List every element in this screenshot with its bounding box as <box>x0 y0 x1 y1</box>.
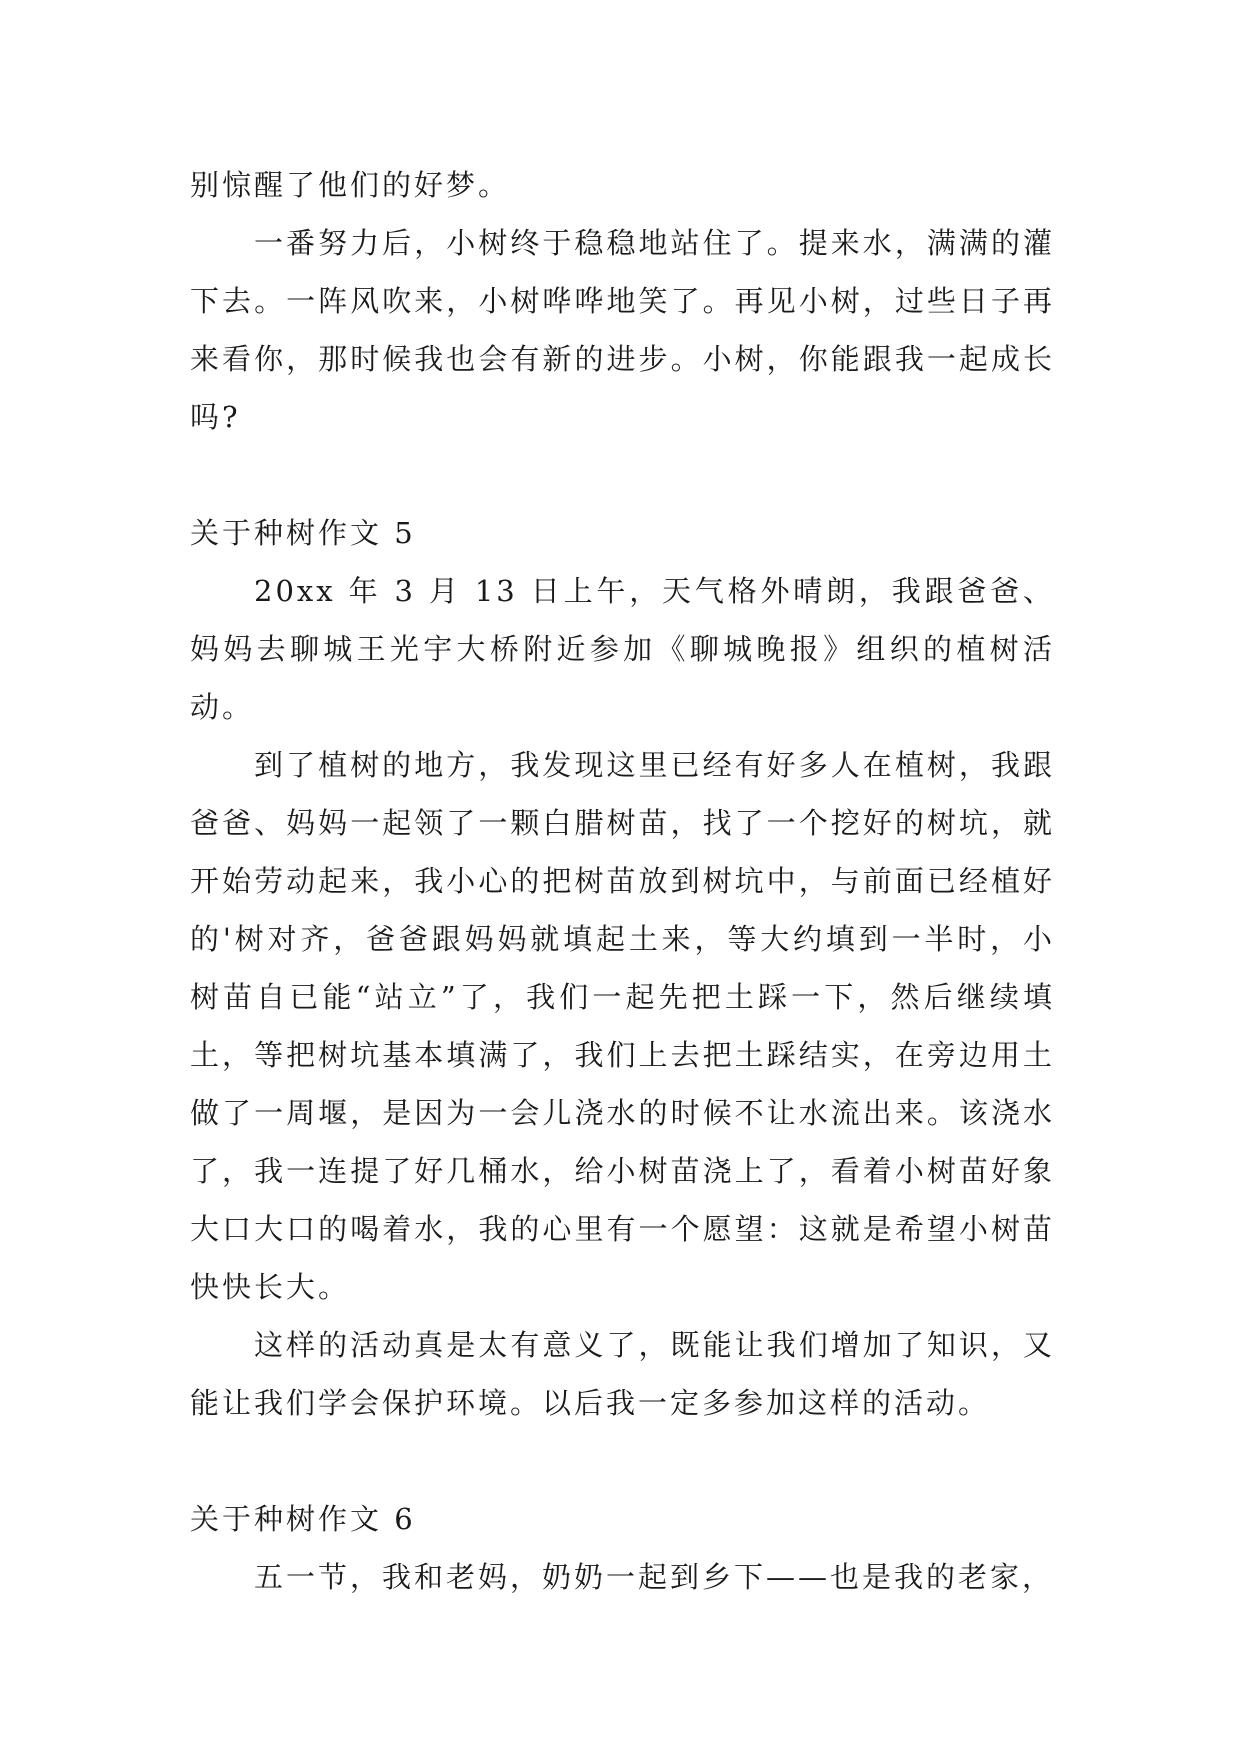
document-body <box>190 156 1055 1606</box>
paragraph: 20xx 年 3 月 13 日上午，天气格外晴朗，我跟爸爸、妈妈去聊城王光宇大桥附近参加《聊城晚报》组织的植树活动。 <box>190 574 1055 724</box>
paragraph: 到了植树的地方，我发现这里已经有好多人在植树，我跟爸爸、妈妈一起领了一颗白腊树苗，找了一个挖好的树坑，就开始劳动起来，我小心的把树苗放到树坑中，与前面已经植好的'树对齐，爸爸跟妈妈就填起土来，等大约填到一半时，小树苗自已能“站立”了，我们一起先把土踩一下，然后继续填土，等把树坑基本填满了，我们上去把土踩结实，在旁边用土做了一周堰，是因为一会儿浇水的时候不让水流出来。该浇水了，我一连提了好几桶水，给小树苗浇上了，看着小树苗好象大口大口的喝着水，我的心里有一个愿望：这就是希望小树苗快快长大。 <box>190 748 1055 1304</box>
paragraph: 一番努力后，小树终于稳稳地站住了。提来水，满满的灌下去。一阵风吹来，小树哗哗地笑了。再见小树，过些日子再来看你，那时候我也会有新的进步。小树，你能跟我一起成长吗? <box>190 226 1055 434</box>
paragraph: 别惊醒了他们的好梦。 <box>190 168 511 202</box>
section-heading: 关于种树作文 6 <box>190 1502 416 1536</box>
section-gap <box>190 1432 1055 1490</box>
paragraph: 五一节，我和老妈，奶奶一起到乡下——也是我的老家， <box>254 1560 1055 1594</box>
section-heading: 关于种树作文 5 <box>190 516 416 550</box>
paragraph: 这样的活动真是太有意义了，既能让我们增加了知识，又能让我们学会保护环境。以后我一定多参加这样的活动。 <box>190 1328 1055 1420</box>
section-gap <box>190 446 1055 504</box>
